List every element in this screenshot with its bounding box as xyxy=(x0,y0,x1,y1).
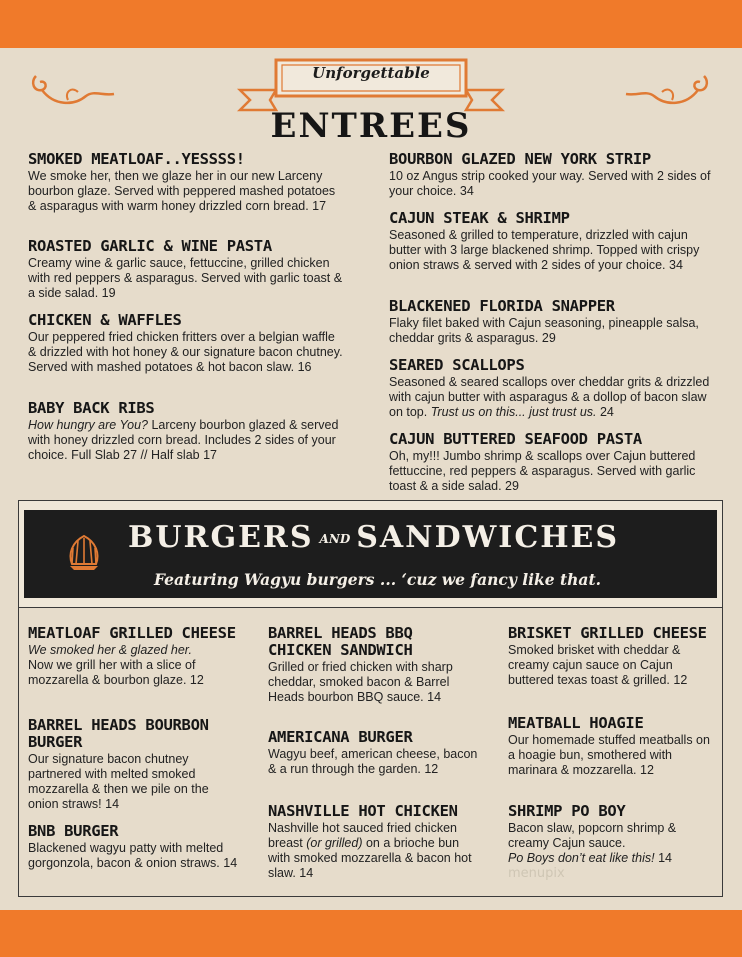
item-description: We smoke her, then we glaze her in our new Larceny bourbon glaze. Served with peppered mashed potatoes & asparagus with warm honey drizzled corn bread. 17 xyxy=(28,169,336,213)
item-name: SMOKED MEATLOAF..YESSSS! xyxy=(28,150,245,168)
entrees-header xyxy=(0,52,742,150)
item-description: Wagyu beef, american cheese, bacon & a run through the garden. 12 xyxy=(268,747,478,776)
menu-item xyxy=(508,715,714,778)
item-description: Our homemade stuffed meatballs on a hoagie bun, smothered with marinara & mozzarella. 12 xyxy=(508,733,710,777)
item-name: CAJUN STEAK & SHRIMP xyxy=(389,209,570,227)
burgers-title-right: SANDWICHES xyxy=(356,520,620,555)
item-name: BARREL HEADS BBQ CHICKEN SANDWICH xyxy=(268,624,413,659)
menu-item xyxy=(389,298,719,346)
item-name: BLACKENED FLORIDA SNAPPER xyxy=(389,297,615,315)
item-price: 14 xyxy=(654,851,672,865)
menu-item xyxy=(28,238,346,301)
burgers-banner-box xyxy=(18,500,723,608)
watermark: menupix xyxy=(508,866,565,881)
menu-item xyxy=(389,357,719,420)
item-name: MEATLOAF GRILLED CHEESE xyxy=(28,624,236,642)
item-description xyxy=(508,821,714,866)
item-name: ROASTED GARLIC & WINE PASTA xyxy=(28,237,272,255)
item-name: SEARED SCALLOPS xyxy=(389,356,525,374)
item-description: Oh, my!!! Jumbo shrimp & scallops over Cajun buttered fettuccine, red peppers & asparagus. Served with garlic toast & a side salad. 29 xyxy=(389,449,696,493)
menu-item xyxy=(268,625,478,705)
menu-item xyxy=(508,625,714,688)
item-description xyxy=(28,418,346,463)
item-name: BNB BURGER xyxy=(28,822,119,840)
menu-item xyxy=(389,431,719,494)
item-name: BABY BACK RIBS xyxy=(28,399,155,417)
menu-item xyxy=(28,400,346,463)
menu-item xyxy=(508,803,714,866)
item-description: 10 oz Angus strip cooked your way. Served with 2 sides of your choice. 34 xyxy=(389,169,711,198)
item-description-italic: (or grilled) xyxy=(306,836,363,850)
burgers-title xyxy=(128,520,648,555)
item-description: Our signature bacon chutney partnered with melted smoked mozzarella & then we pile on the onion straws! 14 xyxy=(28,752,209,811)
item-description: Smoked brisket with cheddar & creamy cajun sauce on Cajun buttered texas toast & grilled. 12 xyxy=(508,643,688,687)
burgers-banner xyxy=(24,510,717,598)
item-name: BOURBON GLAZED NEW YORK STRIP xyxy=(389,150,651,168)
item-description xyxy=(268,821,478,881)
item-description-text: Larceny bourbon glazed & served with honey drizzled corn bread. Includes 2 sides of your choice. Full Slab 27 // Half slab 17 xyxy=(28,418,339,462)
item-description: Creamy wine & garlic sauce, fettuccine, grilled chicken with red peppers & asparagus. Served with garlic toast & a side salad. 19 xyxy=(28,256,343,300)
burgers-title-left: BURGERS xyxy=(128,520,314,555)
item-description-text: Bacon slaw, popcorn shrimp & creamy Cajun sauce. xyxy=(508,821,677,850)
menu-item xyxy=(28,151,346,214)
menu-item xyxy=(28,625,240,688)
menu-item xyxy=(268,729,478,777)
item-name: AMERICANA BURGER xyxy=(268,728,413,746)
menu-item xyxy=(28,717,240,812)
menu-item xyxy=(268,803,478,881)
item-description: Blackened wagyu patty with melted gorgonzola, bacon & onion straws. 14 xyxy=(28,841,238,870)
bottom-orange-band xyxy=(0,910,742,957)
menu-item xyxy=(389,151,719,199)
item-description-italic: Po Boys don’t eat like this! xyxy=(508,851,655,865)
shell-ornament-icon xyxy=(64,532,104,572)
item-name: MEATBALL HOAGIE xyxy=(508,714,644,732)
section-title-entrees: ENTREES xyxy=(270,106,472,146)
ribbon-banner xyxy=(236,52,506,112)
burgers-title-and: AND xyxy=(319,532,351,546)
item-description xyxy=(28,643,240,688)
item-description: Seasoned & grilled to temperature, drizzled with cajun butter with 3 large blackened shrimp. Topped with crispy onion straws & served with 2 sides of your choice. 34 xyxy=(389,228,700,272)
item-name: BRISKET GRILLED CHEESE xyxy=(508,624,707,642)
item-description-text: Seasoned & seared scallops over cheddar grits & drizzled with cajun butter with asparagus & a dollop of bacon slaw on top. xyxy=(389,375,710,419)
item-name: CAJUN BUTTERED SEAFOOD PASTA xyxy=(389,430,642,448)
item-name: NASHVILLE HOT CHICKEN xyxy=(268,802,458,820)
item-description-text: Now we grill her with a slice of mozzarella & bourbon glaze. 12 xyxy=(28,658,204,687)
item-description: Flaky filet baked with Cajun seasoning, pineapple salsa, cheddar grits & asparagus. 29 xyxy=(389,316,699,345)
item-description-italic: Trust us on this... just trust us. xyxy=(430,405,597,419)
top-orange-band xyxy=(0,0,742,48)
item-name: SHRIMP PO BOY xyxy=(508,802,626,820)
menu-item xyxy=(28,823,240,871)
item-description xyxy=(389,375,719,420)
item-name: BARREL HEADS BOURBON BURGER xyxy=(28,716,209,751)
burgers-subtitle: Featuring Wagyu burgers ... ‘cuz we fancy like that. xyxy=(154,570,602,589)
item-description-italic: How hungry are You? xyxy=(28,418,148,432)
menu-item xyxy=(28,312,346,375)
item-description-text: Nashville hot sauced fried chicken breast xyxy=(268,821,457,850)
item-name: CHICKEN & WAFFLES xyxy=(28,311,182,329)
item-price: 24 xyxy=(596,405,614,419)
item-description-italic: We smoked her & glazed her. xyxy=(28,643,192,657)
banner-text: Unforgettable xyxy=(312,64,430,82)
menu-item xyxy=(389,210,719,273)
item-description: Grilled or fried chicken with sharp cheddar, smoked bacon & Barrel Heads bourbon BBQ sauce. 14 xyxy=(268,660,453,704)
item-description-text-end: on a brioche bun with smoked mozzarella & bacon hot slaw. 14 xyxy=(268,836,472,880)
item-description: Our peppered fried chicken fritters over a belgian waffle & drizzled with hot honey & our signature bacon chutney. Served with mashed potatoes & hot bacon slaw. 16 xyxy=(28,330,343,374)
